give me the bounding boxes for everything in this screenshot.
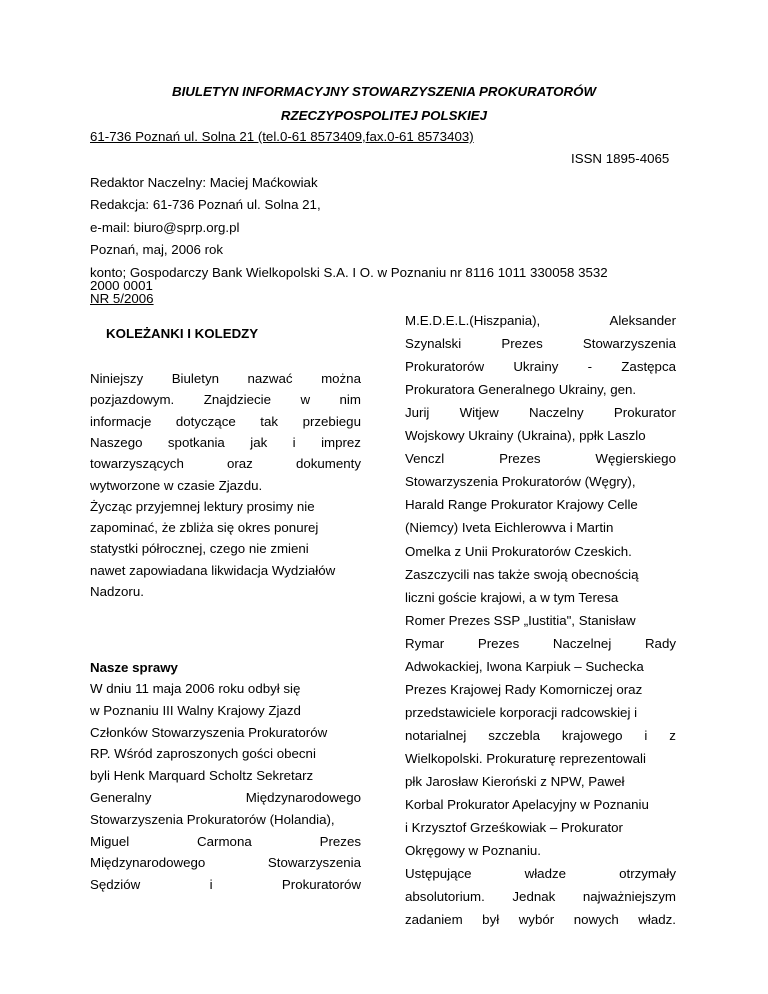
text-fragment: RP. Wśród zaproszonych gości obecni (90, 746, 316, 762)
text-fragment: Zaszczycili nas także swoją obecnością (405, 566, 639, 582)
text-fragment: Niniejszy (90, 371, 144, 386)
text-fragment: Prokuratorów (405, 359, 485, 375)
text-fragment: Miguel (90, 833, 130, 849)
text-line (405, 728, 676, 743)
text-fragment: władze (524, 866, 567, 882)
text-fragment: Życząc przyjemnej lektury prosimy nie (90, 498, 315, 514)
text-fragment: nawet zapowiadana likwidacja Wydziałów (90, 562, 336, 578)
text-fragment: informacje (90, 413, 152, 429)
text-fragment: byli Henk Marquard Scholtz Sekretarz (90, 768, 314, 784)
text-fragment: spotkania (167, 434, 225, 450)
text-line (90, 877, 361, 892)
text-fragment: Stowarzyszenia Prokuratorów (Holandia), (90, 811, 335, 827)
text-fragment: Międzynarodowego (245, 790, 361, 805)
text-line (90, 563, 361, 578)
text-line (405, 474, 676, 489)
text-line (405, 520, 676, 535)
text-fragment: Aleksander (609, 313, 676, 328)
text-fragment: był (482, 912, 500, 928)
text-line (405, 912, 676, 927)
text-fragment: władz. (638, 912, 676, 928)
text-fragment: Członków Stowarzyszenia Prokuratorów (90, 724, 328, 740)
text-line (405, 843, 676, 858)
text-line (405, 705, 676, 720)
text-fragment: Jednak (512, 889, 556, 905)
text-line (405, 313, 676, 328)
text-fragment: Romer Prezes SSP „Iustitia", Stanisław (405, 612, 636, 628)
text-fragment: Prezes (477, 635, 520, 651)
bank-account-line2: 2000 0001 (90, 278, 153, 293)
text-line (90, 768, 361, 783)
text-fragment: liczni goście krajowi, a w tym Teresa (405, 589, 619, 605)
text-fragment: z (669, 727, 676, 743)
text-line (405, 682, 676, 697)
text-fragment: Witjew (459, 405, 499, 421)
text-fragment: statystki półrocznej, czego nie zmieni (90, 541, 309, 557)
text-fragment: Stowarzyszenia (582, 336, 676, 352)
text-fragment: Węgierskiego (595, 451, 676, 467)
text-line (90, 392, 361, 407)
bulletin-title-line2: RZECZYPOSPOLITEJ POLSKIEJ (280, 108, 488, 123)
text-fragment: Szynalski (405, 336, 462, 352)
text-fragment: Prezes (499, 451, 541, 467)
text-line (90, 681, 361, 696)
text-fragment: (Niemcy) Iveta Eichlerowva i Martin (405, 520, 614, 536)
text-line (90, 435, 361, 450)
text-fragment: Naczelnej (552, 635, 612, 651)
text-line (405, 382, 676, 397)
text-fragment: Generalny (90, 790, 152, 805)
text-fragment: przedstawiciele korporacji radcowskiej i (405, 704, 638, 720)
text-line (405, 820, 676, 835)
text-line (405, 636, 676, 651)
text-line (405, 613, 676, 628)
text-fragment: najważniejszym (582, 889, 676, 905)
text-fragment: Wojskowy Ukrainy (Ukraina), ppłk Laszlo (405, 428, 646, 444)
text-fragment: Adwokackiej, Iwona Karpiuk – Suchecka (405, 658, 644, 674)
publisher-address: 61-736 Poznań ul. Solna 21 (tel.0-61 8573409,fax.0-61 8573403) (90, 129, 474, 144)
text-fragment: Prezes (319, 833, 361, 849)
bulletin-title-line1: BIULETYN INFORMACYJNY STOWARZYSZENIA PROKURATORÓW (171, 84, 597, 99)
text-line (90, 746, 361, 761)
text-line (90, 584, 361, 599)
text-fragment: Prokurator (613, 405, 676, 421)
text-line (405, 751, 676, 766)
text-fragment: Stowarzyszenia Prokuratorów (Węgry), (405, 474, 636, 490)
text-fragment: Sędziów (90, 877, 141, 893)
text-fragment: Naczelny (528, 405, 584, 421)
text-fragment: nowych (573, 912, 619, 928)
text-fragment: - (587, 359, 593, 375)
editor-in-chief: Redaktor Naczelny: Maciej Maćkowiak (90, 175, 318, 190)
text-line (405, 889, 676, 904)
text-fragment: imprez (321, 434, 361, 450)
text-fragment: Prokuratora Generalnego Ukrainy, gen. (405, 382, 637, 398)
place-date: Poznań, maj, 2006 rok (90, 242, 224, 257)
text-line (90, 834, 361, 849)
text-fragment: zadaniem (405, 912, 463, 928)
text-fragment: Zastępca (621, 359, 676, 375)
text-fragment: pozjazdowym. (90, 392, 175, 408)
text-fragment: otrzymały (619, 866, 676, 882)
text-line (405, 428, 676, 443)
text-fragment: Rymar (405, 635, 445, 651)
text-fragment: i (209, 877, 213, 893)
text-fragment: Ukrainy (513, 359, 559, 375)
text-fragment: nazwać (247, 371, 293, 386)
text-fragment: Prokuratorów (281, 877, 361, 893)
text-fragment: płk Jarosław Kieroński z NPW, Paweł (405, 774, 625, 789)
text-fragment: Międzynarodowego (90, 855, 206, 871)
text-line (90, 790, 361, 805)
text-fragment: w (300, 392, 311, 408)
text-fragment: Naszego (90, 434, 143, 450)
text-fragment: Okręgowy w Poznaniu. (405, 843, 541, 859)
text-fragment: Ustępujące (405, 866, 472, 882)
text-line (405, 774, 676, 789)
text-fragment: wybór (518, 912, 555, 928)
text-fragment: dokumenty (295, 456, 361, 472)
text-fragment: Venczl (405, 451, 445, 467)
text-line (90, 371, 361, 386)
text-fragment: Wielkopolski. Prokuraturę reprezentowali (405, 750, 646, 766)
text-line (90, 499, 361, 514)
text-fragment: dotyczące (175, 413, 236, 429)
text-fragment: szczebla (488, 727, 540, 743)
text-line (405, 659, 676, 674)
text-fragment: notarialnej (405, 727, 467, 743)
text-fragment: W dniu 11 maja 2006 roku odbył się (90, 681, 301, 696)
text-line (405, 866, 676, 881)
text-fragment: przebiegu (302, 413, 361, 429)
section-heading: Nasze sprawy (90, 660, 178, 675)
text-fragment: w Poznaniu III Walny Krajowy Zjazd (90, 702, 301, 718)
editorial-office: Redakcja: 61-736 Poznań ul. Solna 21, (90, 197, 321, 212)
text-line (405, 336, 676, 351)
text-fragment: Znajdziecie (203, 392, 271, 408)
text-fragment: oraz (226, 456, 253, 472)
text-line (405, 497, 676, 512)
text-fragment: Jurij (405, 405, 430, 421)
issn: ISSN 1895-4065 (571, 151, 670, 166)
text-fragment: M.E.D.E.L.(Hiszpania), (405, 313, 541, 328)
text-line (405, 590, 676, 605)
text-line (90, 703, 361, 718)
text-fragment: nim (339, 392, 361, 408)
email: e-mail: biuro@sprp.org.pl (90, 220, 240, 235)
text-line (405, 405, 676, 420)
text-fragment: jak (250, 434, 268, 450)
text-fragment: wytworzone w czasie Zjazdu. (90, 477, 263, 493)
text-line (405, 451, 676, 466)
text-fragment: i (292, 434, 296, 450)
text-fragment: krajowego (561, 727, 623, 743)
greeting-heading: KOLEŻANKI I KOLEDZY (106, 326, 259, 341)
text-line (405, 797, 676, 812)
text-line (90, 520, 361, 535)
bank-account-line1: konto; Gospodarczy Bank Wielkopolski S.A. I O. w Poznaniu nr 8116 1011 330058 3532 (90, 265, 608, 280)
text-line (90, 812, 361, 827)
text-fragment: zapominać, że zbliża się okres ponurej (90, 520, 319, 536)
text-fragment: towarzyszących (90, 456, 184, 472)
text-fragment: Biuletyn (171, 371, 219, 386)
text-fragment: Rady (644, 635, 676, 651)
text-line (90, 725, 361, 740)
text-line (90, 541, 361, 556)
text-line (90, 456, 361, 471)
text-line (90, 855, 361, 870)
text-fragment: absolutorium. (405, 889, 485, 905)
text-fragment: i Krzysztof Grześkowiak – Prokurator (405, 820, 623, 836)
text-fragment: Harald Range Prokurator Krajowy Celle (405, 497, 638, 513)
text-fragment: Carmona (197, 833, 252, 849)
text-fragment: tak (260, 413, 279, 429)
text-line (405, 567, 676, 582)
issue-number: NR 5/2006 (90, 291, 154, 306)
text-fragment: Prezes Krajowej Rady Komorniczej oraz (405, 681, 643, 697)
text-fragment: Nadzoru. (90, 584, 144, 599)
text-line (405, 359, 676, 374)
text-fragment: można (321, 371, 361, 386)
text-fragment: Korbal Prokurator Apelacyjny w Poznaniu (405, 797, 649, 813)
text-line (90, 478, 361, 493)
text-fragment: Prezes (501, 336, 543, 352)
text-line (405, 544, 676, 559)
text-line (90, 414, 361, 429)
text-fragment: Stowarzyszenia (267, 855, 361, 871)
text-fragment: i (644, 727, 648, 743)
text-fragment: Omelka z Unii Prokuratorów Czeskich. (405, 543, 632, 559)
